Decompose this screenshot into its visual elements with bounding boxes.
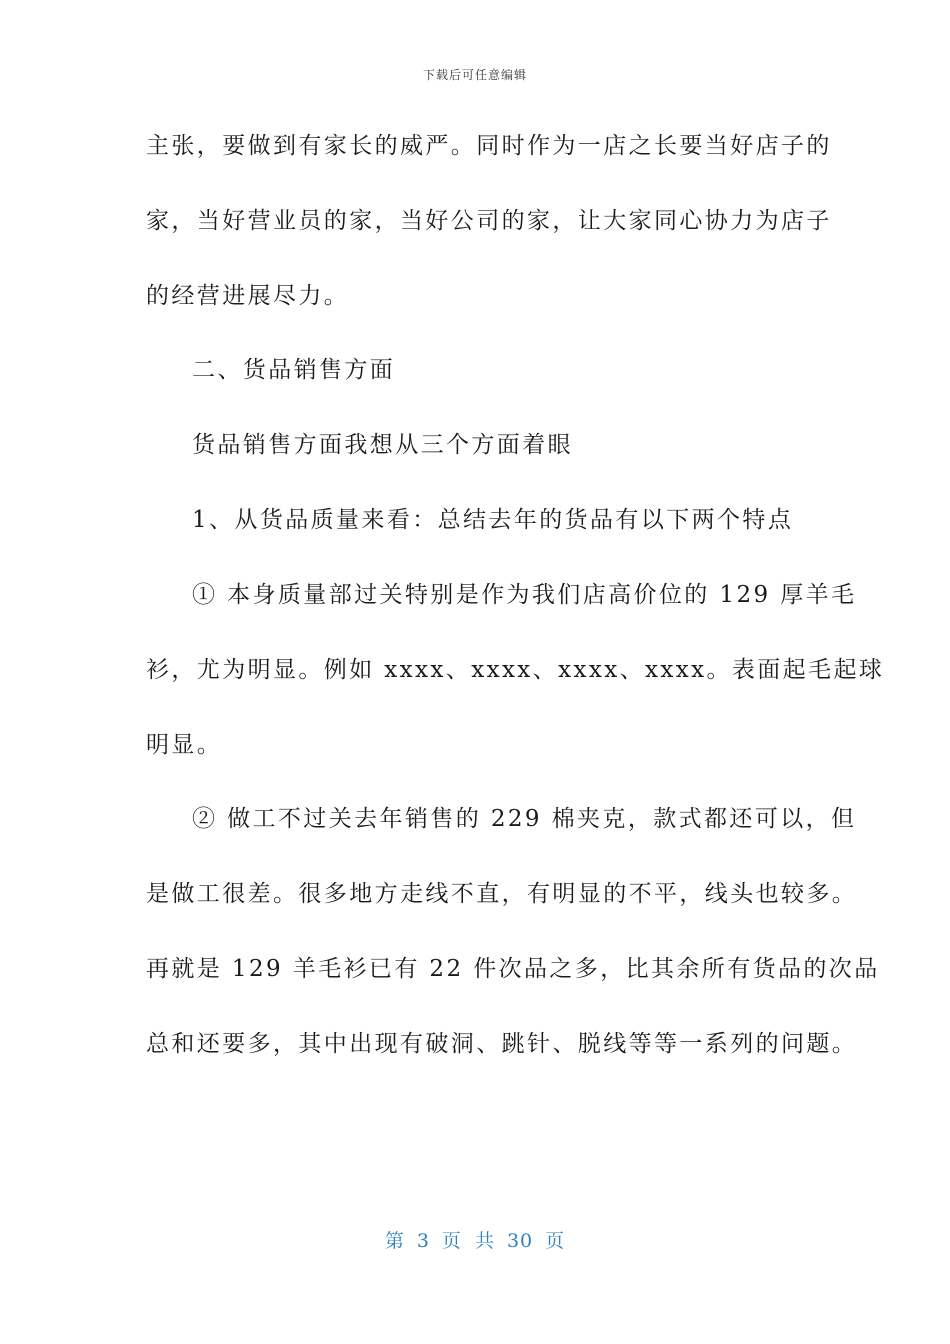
footer-middle: 页 共 (441, 1230, 495, 1252)
body-line-11: 是做工很差。很多地方走线不直，有明显的不平，线头也较多。 (146, 881, 858, 907)
footer-prefix: 第 (384, 1230, 405, 1252)
footer-suffix: 页 (545, 1230, 566, 1252)
body-line-2: 家，当好营业员的家，当好公司的家，让大家同心协力为店子 (146, 208, 832, 234)
page-footer (0, 1226, 950, 1253)
footer-total-pages: 30 (506, 1230, 534, 1252)
body-line-9: 明显。 (146, 732, 223, 758)
body-line-10: ② 做工不过关去年销售的 229 棉夹克，款式都还可以，但 (192, 806, 857, 832)
header-note: 下载后可任意编辑 (422, 68, 527, 82)
body-line-6: 1、从货品质量来看：总结去年的货品有以下两个特点 (192, 507, 794, 533)
body-line-7: ① 本身质量部过关特别是作为我们店高价位的 129 厚羊毛 (192, 582, 857, 608)
footer-page-number: 3 (416, 1230, 430, 1252)
body-line-12: 再就是 129 羊毛衫已有 22 件次品之多，比其余所有货品的次品 (146, 956, 880, 982)
section-heading: 二、货品销售方面 (192, 357, 396, 383)
body-line-1: 主张，要做到有家长的威严。同时作为一店之长要当好店子的 (146, 133, 832, 159)
body-line-13: 总和还要多，其中出现有破洞、跳针、脱线等等一系列的问题。 (146, 1031, 858, 1057)
body-line-5: 货品销售方面我想从三个方面着眼 (192, 432, 573, 458)
body-line-3: 的经营进展尽力。 (146, 283, 350, 309)
body-line-8: 衫，尤为明显。例如 xxxx、xxxx、xxxx、xxxx。表面起毛起球 (146, 657, 885, 683)
